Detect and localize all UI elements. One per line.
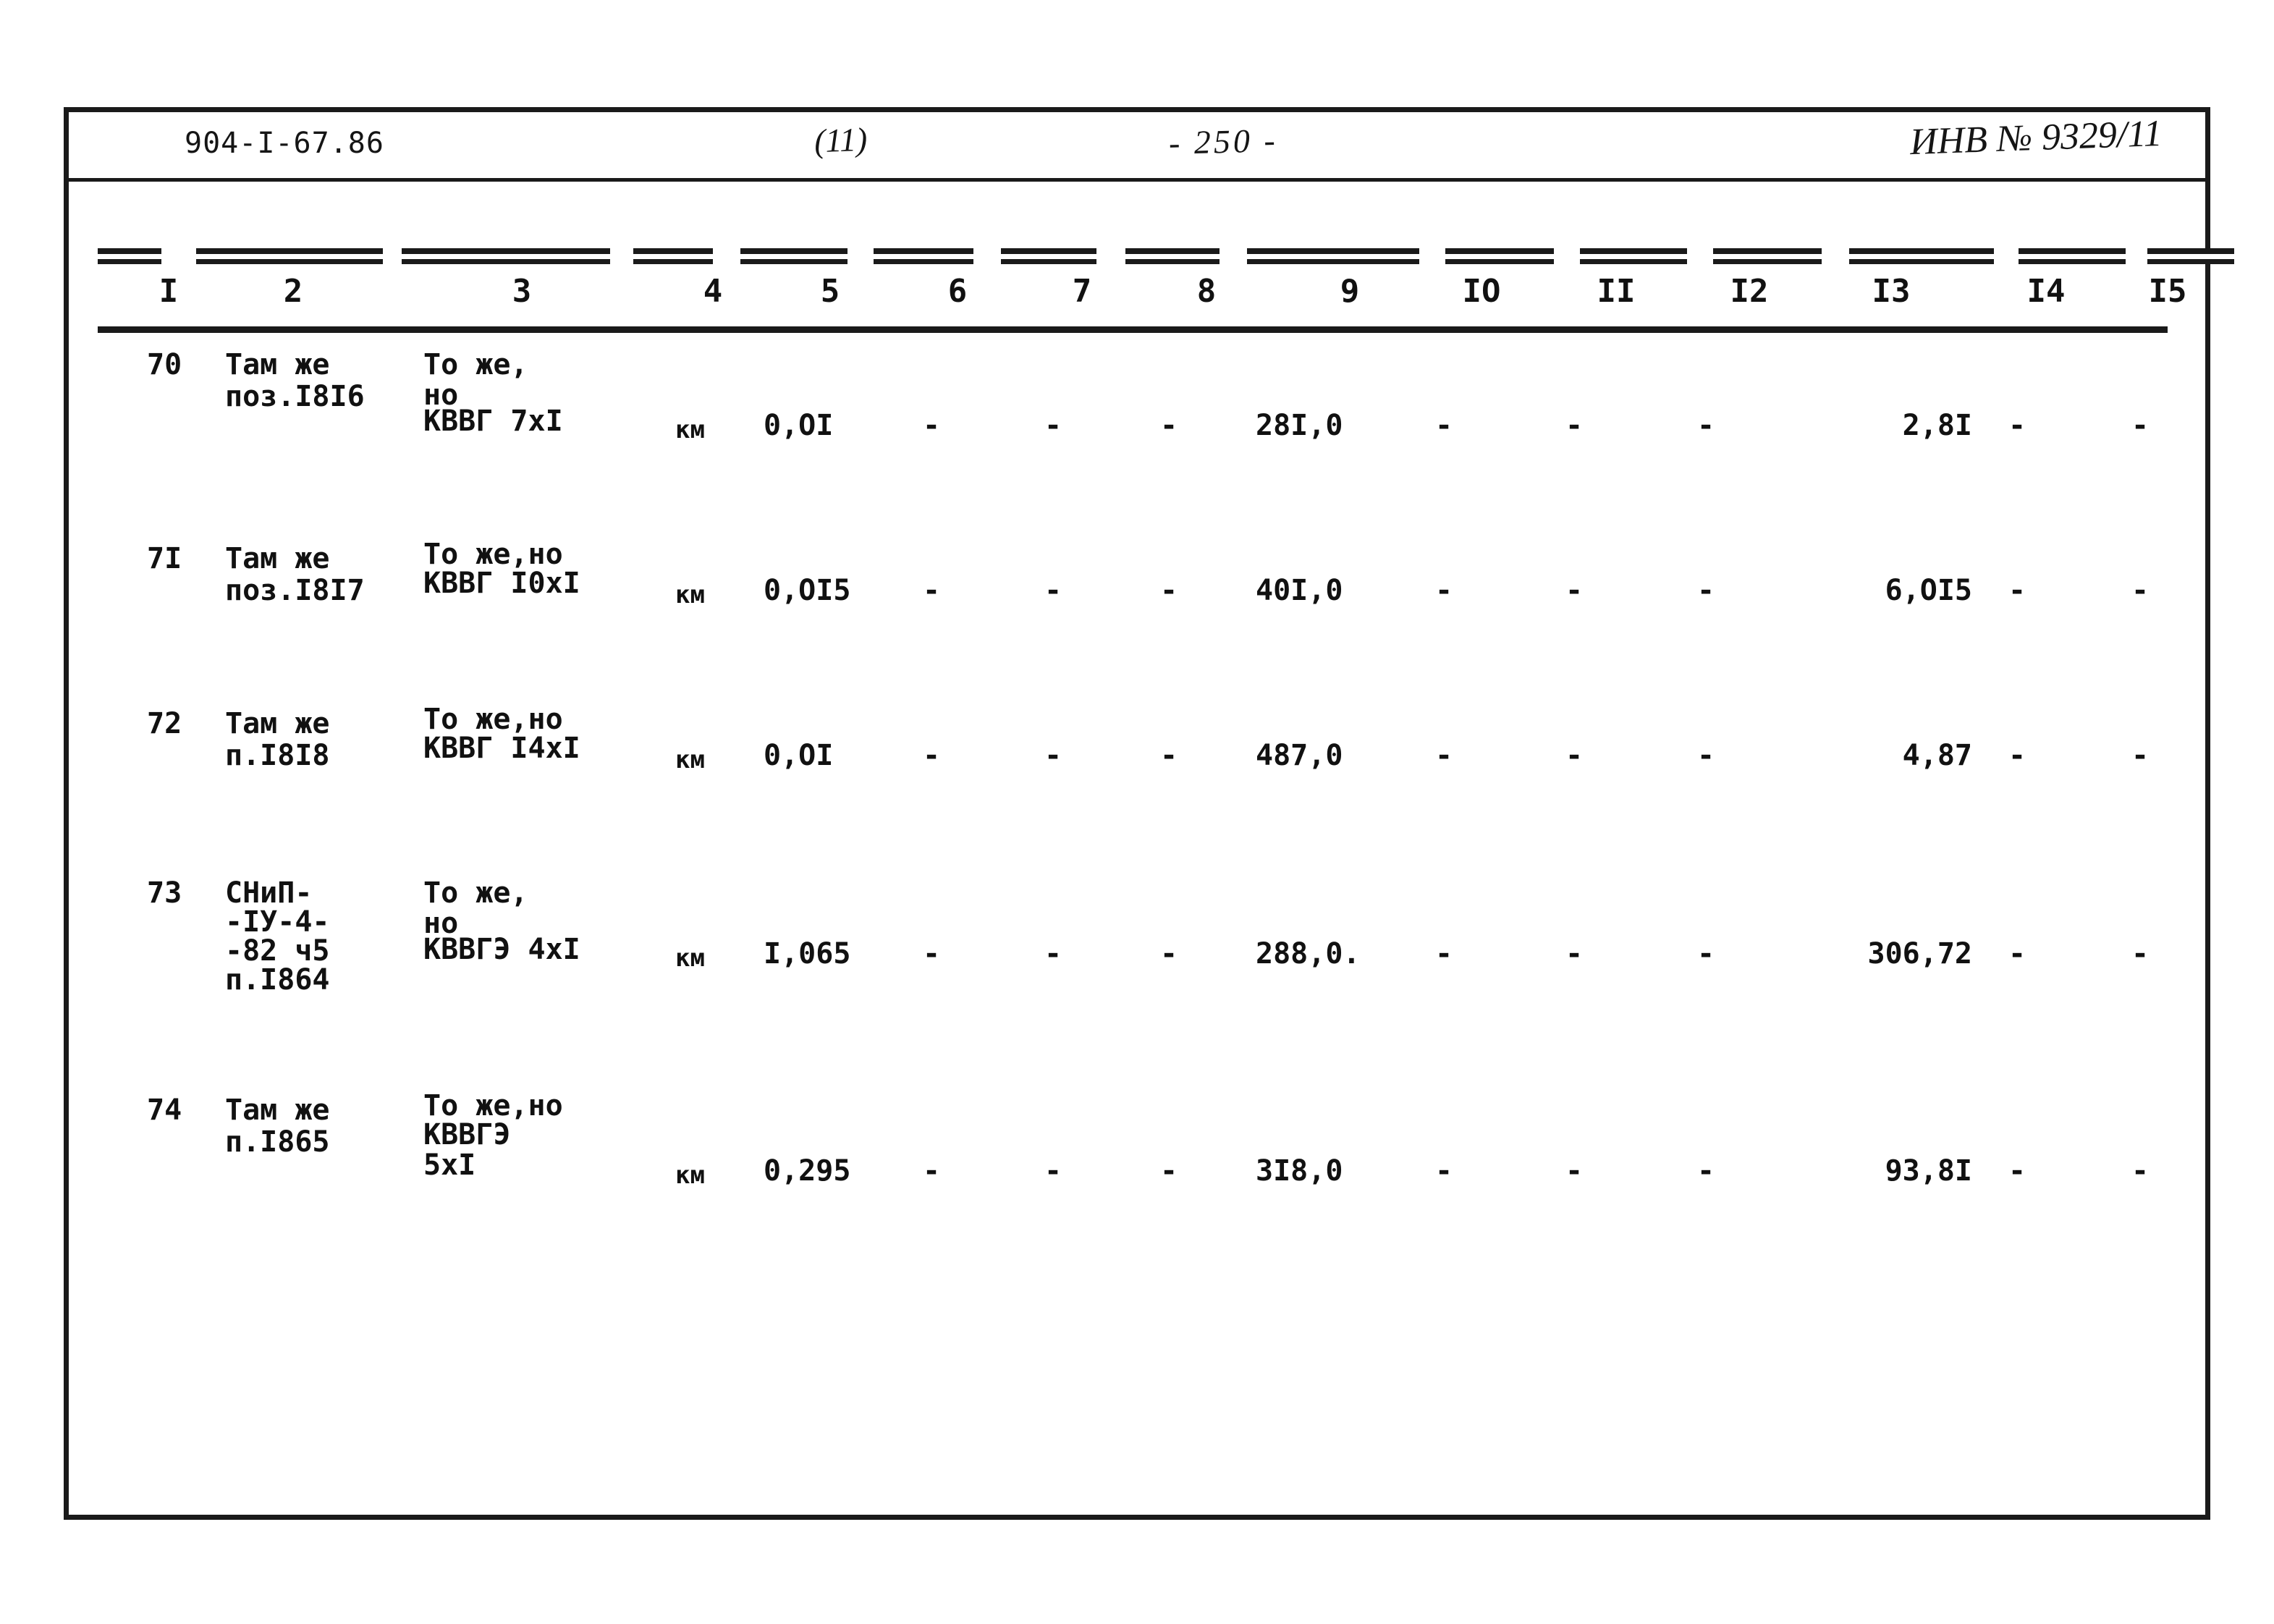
value-col8: - [1160, 937, 1178, 970]
column-number-row [69, 273, 2205, 316]
value-col14: - [2008, 1154, 2026, 1188]
row-number: 7I [147, 542, 182, 575]
value-col5: 0,295 [764, 1154, 851, 1188]
value-col12: - [1697, 937, 1715, 970]
source-line-1: Там же [225, 542, 330, 575]
value-col10: - [1435, 409, 1453, 442]
column-number-1: I [158, 273, 179, 310]
source-line-2: п.I8I8 [225, 739, 330, 772]
scanned-page [64, 107, 2210, 1520]
rule-segment [874, 248, 973, 259]
value-col14: - [2008, 574, 2026, 607]
value-col10: - [1435, 937, 1453, 970]
column-number-15: I5 [2148, 273, 2187, 310]
rule-segment [2019, 248, 2126, 259]
row-number: 73 [147, 876, 182, 910]
rule-segment [1125, 248, 1220, 259]
source-line-1: СНиП- [225, 876, 313, 910]
rule-segment [196, 248, 383, 259]
value-col9: 40I,0 [1256, 574, 1343, 607]
name-line-2: но [423, 378, 459, 412]
inventory-number: ИНВ № 9329/11 [1909, 112, 2163, 164]
source-line-2: поз.I8I7 [225, 574, 365, 607]
value-col15: - [2131, 739, 2150, 772]
name-line-3: КВВГ 7xI [423, 405, 563, 438]
name-line-2: КВВГЭ [423, 1118, 511, 1151]
value-col12: - [1697, 409, 1715, 442]
name-line-2: КВВГ I4xI [423, 732, 580, 765]
rule-segment [1713, 248, 1822, 259]
value-col9: 487,0 [1256, 739, 1343, 772]
value-col11: - [1565, 739, 1584, 772]
column-rule-band [98, 248, 2168, 267]
value-col6: - [923, 1154, 941, 1188]
rule-segment [1247, 248, 1419, 259]
column-number-9: 9 [1340, 273, 1360, 310]
column-number-2: 2 [283, 273, 303, 310]
value-col10: - [1435, 574, 1453, 607]
value-col10: - [1435, 1154, 1453, 1188]
table-row [69, 872, 2205, 1082]
column-number-8: 8 [1196, 273, 1217, 310]
value-col12: - [1697, 1154, 1715, 1188]
value-col5: 0,OI5 [764, 574, 851, 607]
header-bottom-rule [98, 326, 2168, 333]
value-col15: - [2131, 937, 2150, 970]
rule-segment [740, 248, 848, 259]
name-line-1: То же, [423, 876, 528, 910]
value-col11: - [1565, 574, 1584, 607]
rule-segment [1849, 248, 1994, 259]
name-line-3: 5xI [423, 1149, 476, 1182]
value-col12: - [1697, 739, 1715, 772]
value-col7: - [1044, 937, 1062, 970]
value-col5: I,065 [764, 937, 851, 970]
source-line-2: п.I865 [225, 1125, 330, 1159]
value-col7: - [1044, 574, 1062, 607]
name-line-1: То же,но [423, 703, 563, 736]
name-line-1: То же,но [423, 1089, 563, 1122]
value-col5: 0,OI [764, 409, 834, 442]
rule-segment [98, 248, 161, 259]
column-number-5: 5 [820, 273, 840, 310]
column-number-3: 3 [512, 273, 532, 310]
value-col8: - [1160, 574, 1178, 607]
rule-segment [1580, 248, 1687, 259]
value-col13: 6,OI5 [1885, 574, 1972, 607]
value-col7: - [1044, 1154, 1062, 1188]
column-number-7: 7 [1072, 273, 1092, 310]
unit: км [675, 944, 705, 973]
name-line-2: но [423, 907, 459, 940]
value-col6: - [923, 574, 941, 607]
document-code: 904-I-67.86 [185, 127, 384, 160]
rule-segment [2147, 248, 2234, 259]
rule-segment [1001, 248, 1096, 259]
value-col11: - [1565, 937, 1584, 970]
unit: км [675, 1161, 705, 1190]
value-col11: - [1565, 409, 1584, 442]
name-line-1: То же, [423, 348, 528, 381]
source-line-1: Там же [225, 707, 330, 740]
value-col8: - [1160, 739, 1178, 772]
table-row [69, 344, 2205, 525]
source-line-3: -82 ч5 [225, 934, 330, 968]
row-number: 70 [147, 348, 182, 381]
rule-segment [402, 248, 610, 259]
value-col9: 288,0. [1256, 937, 1361, 970]
unit: км [675, 580, 705, 609]
rule-segment [1445, 248, 1554, 259]
unit: км [675, 745, 705, 774]
value-col11: - [1565, 1154, 1584, 1188]
source-line-2: поз.I8I6 [225, 380, 365, 413]
sheet-mark: (11) [813, 120, 868, 160]
value-col9: 28I,0 [1256, 409, 1343, 442]
source-line-2: -IУ-4- [225, 905, 330, 939]
column-number-6: 6 [947, 273, 968, 310]
source-line-1: Там же [225, 1094, 330, 1127]
table-row [69, 538, 2205, 704]
value-col6: - [923, 409, 941, 442]
source-line-1: Там же [225, 348, 330, 381]
value-col14: - [2008, 409, 2026, 442]
unit: км [675, 415, 705, 444]
column-number-12: I2 [1730, 273, 1769, 310]
page-number: - 250 - [1168, 122, 1279, 161]
name-line-2: КВВГ I0xI [423, 567, 580, 600]
table-body [69, 344, 2205, 1473]
column-number-14: I4 [2026, 273, 2066, 310]
source-line-4: п.I864 [225, 963, 330, 997]
value-col6: - [923, 937, 941, 970]
value-col12: - [1697, 574, 1715, 607]
value-col15: - [2131, 1154, 2150, 1188]
name-line-3: КВВГЭ 4xI [423, 933, 580, 966]
value-col8: - [1160, 1154, 1178, 1188]
value-col8: - [1160, 409, 1178, 442]
value-col13: 93,8I [1885, 1154, 1972, 1188]
table-row [69, 703, 2205, 869]
column-number-11: II [1597, 273, 1636, 310]
value-col7: - [1044, 409, 1062, 442]
value-col6: - [923, 739, 941, 772]
value-col5: 0,OI [764, 739, 834, 772]
value-col7: - [1044, 739, 1062, 772]
value-col14: - [2008, 739, 2026, 772]
value-col10: - [1435, 739, 1453, 772]
value-col9: 3I8,0 [1256, 1154, 1343, 1188]
column-number-4: 4 [703, 273, 723, 310]
table-row [69, 1089, 2205, 1277]
value-col13: 2,8I [1902, 409, 1972, 442]
row-number: 72 [147, 707, 182, 740]
row-number: 74 [147, 1094, 182, 1127]
value-col15: - [2131, 409, 2150, 442]
column-number-13: I3 [1872, 273, 1911, 310]
name-line-1: То же,но [423, 538, 563, 571]
value-col13: 4,87 [1902, 739, 1972, 772]
value-col15: - [2131, 574, 2150, 607]
value-col13: 306,72 [1867, 937, 1972, 970]
value-col14: - [2008, 937, 2026, 970]
column-number-10: IO [1462, 273, 1501, 310]
rule-segment [633, 248, 713, 259]
page-header [69, 112, 2205, 182]
